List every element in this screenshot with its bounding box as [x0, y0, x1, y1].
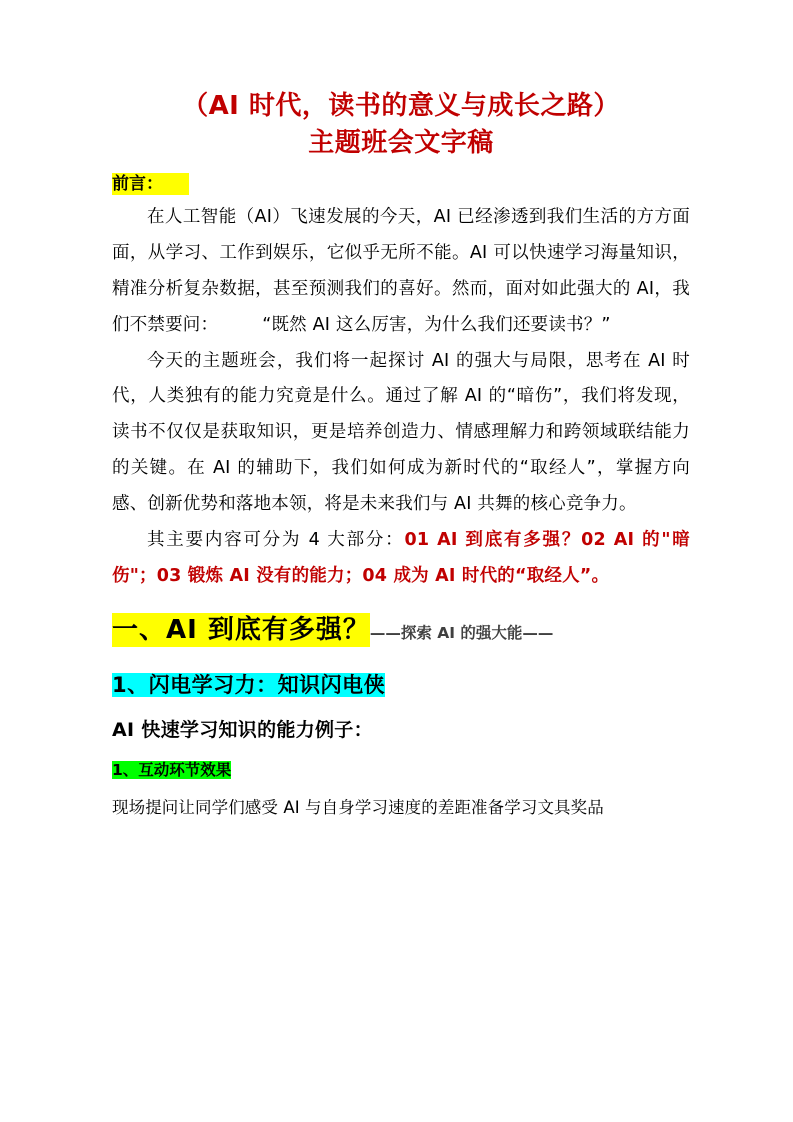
preface-paragraph-2: 今天的主题班会，我们将一起探讨 AI 的强大与局限，思考在 AI 时代，人类独有的能力究竟是什么。通过了解 AI 的“暗伤”，我们将发现，读书不仅仅是获取知识，更是培养创造力、情感理解力和跨领域联结能力的关键。在 AI 的辅助下，我们如何成为新时代的“取经人”，掌握方向感、创新优势和落地本领，将是未来我们与 AI 共舞的核心竞争力。	[112, 350, 690, 515]
subsection-heading: 1、闪电学习力：知识闪电侠	[112, 673, 386, 698]
preface-label-text: 前言：	[112, 173, 189, 195]
preface-paragraph-1-part-a: 在人工智能（AI）飞速发展的今天，AI 已经渗透到我们生活的方方面面，从学习、工作到娱乐，它似乎无所不能。AI 可以快速学习海量知识，精准分析复杂数据，甚至预测我们的喜好。然而，面对如此强大的 AI，我们不禁要问：	[112, 207, 690, 335]
subsection-heading-line	[112, 669, 690, 703]
item-heading: 1、互动环节效果	[112, 761, 232, 780]
section-one-heading-trailer: ——探索 AI 的强大能——	[369, 623, 554, 642]
item-body: 现场提问让同学们感受 AI 与自身学习速度的差距准备学习文具奖品	[112, 797, 604, 817]
section-one-heading: 一、AI 到底有多强？	[112, 614, 370, 645]
preface-label	[112, 168, 690, 200]
document-body	[112, 88, 690, 823]
outline-lead-text: 其主要内容可分为 4 大部分：	[147, 529, 405, 550]
outline-items-text: 01 AI 到底有多强？02 AI 的"暗伤"；03 锻炼 AI 没有的能力；04 成为 AI 时代的“取经人”。	[112, 529, 690, 586]
section-one-heading-line	[112, 605, 690, 656]
item-heading-line	[112, 757, 690, 783]
preface-paragraph-1	[112, 200, 690, 344]
document-title	[112, 88, 690, 162]
document-title-line-1: （AI 时代，读书的意义与成长之路）	[182, 91, 620, 121]
subsection-lead: AI 快速学习知识的能力例子：	[112, 719, 373, 742]
preface-paragraph-1-part-b: “既然 AI 这么厉害，为什么我们还要读书？”	[262, 314, 611, 335]
document-title-line-2: 主题班会文字稿	[308, 127, 494, 158]
outline-paragraph	[112, 523, 690, 595]
